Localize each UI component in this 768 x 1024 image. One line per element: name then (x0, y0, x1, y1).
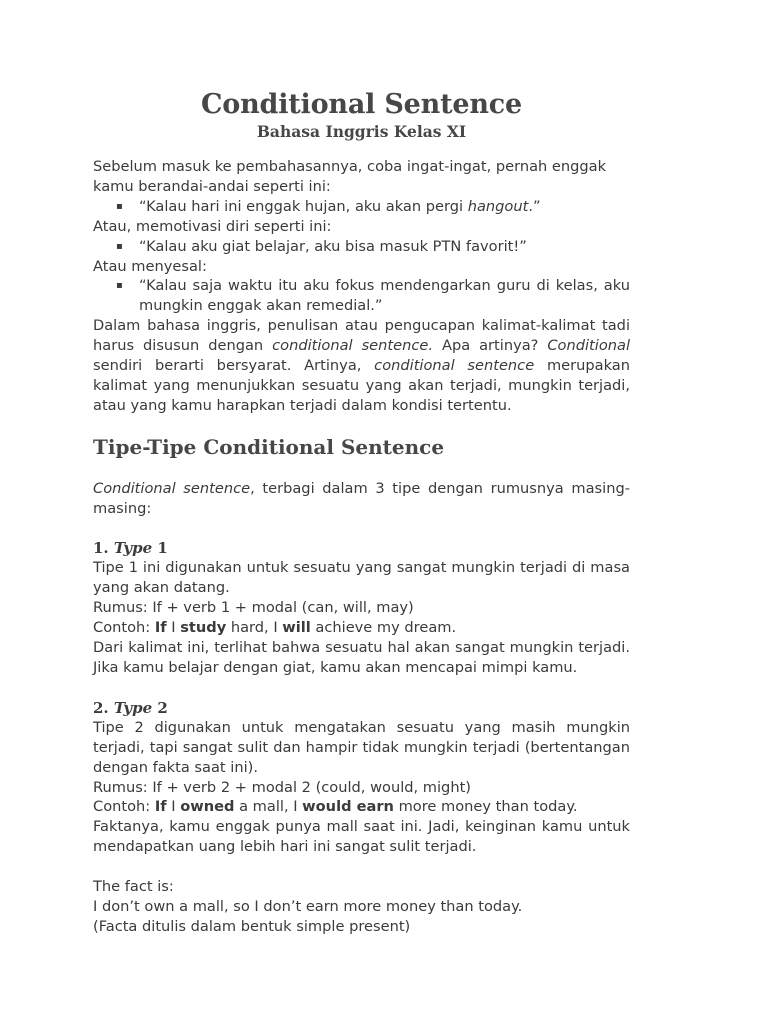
intro-paragraph: Sebelum masuk ke pembahasannya, coba ingat-ingat, pernah enggak kamu berandai-andai seperti ini: (93, 158, 607, 195)
list-item: ▪ “Kalau aku giat belajar, aku bisa masuk PTN favorit!” (116, 237, 527, 255)
fact-note: (Facta ditulis dalam bentuk simple present) (93, 917, 411, 935)
section-heading: Tipe-Tipe Conditional Sentence (93, 434, 445, 459)
list-item: ▪ “Kalau hari ini enggak hujan, aku akan pergi hangout.” (116, 197, 541, 215)
type2-description: Tipe 2 digunakan untuk mengatakan sesuatu yang masih mungkin terjadi, tapi sangat sulit dan hampir tidak mungkin terjadi (bertentangan dengan fakta saat ini). (93, 718, 630, 776)
fact-label: The fact is: (93, 878, 174, 896)
type1-heading: 1. Type 1 (93, 539, 168, 558)
intro-paragraph: Atau menyesal: (93, 257, 207, 275)
type2-example: Contoh: If I owned a mall, I would earn more money than today. (93, 798, 578, 816)
bullet-icon: ▪ (116, 280, 123, 292)
type1-formula: Rumus: If + verb 1 + modal (can, will, may) (93, 599, 414, 617)
definition-paragraph: Dalam bahasa inggris, penulisan atau pengucapan kalimat-kalimat tadi harus disusun dengan conditional sentence. Apa artinya? Conditional sendiri berarti bersyarat. Artinya, conditional sentence merupakan kalimat yang menunjukkan sesuatu yang akan terjadi, mungkin terjadi, atau yang kamu harapkan terjadi dalam kondisi tertentu. (93, 317, 630, 414)
page-title: Conditional Sentence (201, 89, 522, 120)
document-body (93, 88, 630, 937)
section-lead: Conditional sentence, terbagi dalam 3 tipe dengan rumusnya masing-masing: (93, 479, 630, 517)
type2-heading: 2. Type 2 (93, 698, 168, 717)
type1-example: Contoh: If I study hard, I will achieve my dream. (93, 619, 457, 637)
fact-sentence: I don’t own a mall, so I don’t earn more money than today. (93, 897, 523, 915)
type2-explanation: Faktanya, kamu enggak punya mall saat ini. Jadi, keinginan kamu untuk mendapatkan uang lebih hari ini sangat sulit terjadi. (93, 818, 630, 856)
bullet-icon: ▪ (116, 240, 123, 252)
bullet-icon: ▪ (116, 200, 123, 212)
type1-explanation: Dari kalimat ini, terlihat bahwa sesuatu hal akan sangat mungkin terjadi. Jika kamu belajar dengan giat, kamu akan mencapai mimpi kamu. (93, 639, 630, 677)
list-item: ▪ “Kalau saja waktu itu aku fokus mendengarkan guru di kelas, aku mungkin enggak akan remedial.” (116, 277, 630, 315)
type2-formula: Rumus: If + verb 2 + modal 2 (could, would, might) (93, 778, 471, 796)
type1-description: Tipe 1 ini digunakan untuk sesuatu yang sangat mungkin terjadi di masa yang akan datang. (93, 559, 630, 597)
page-subtitle: Bahasa Inggris Kelas XI (256, 122, 467, 141)
intro-paragraph: Atau, memotivasi diri seperti ini: (93, 217, 332, 235)
